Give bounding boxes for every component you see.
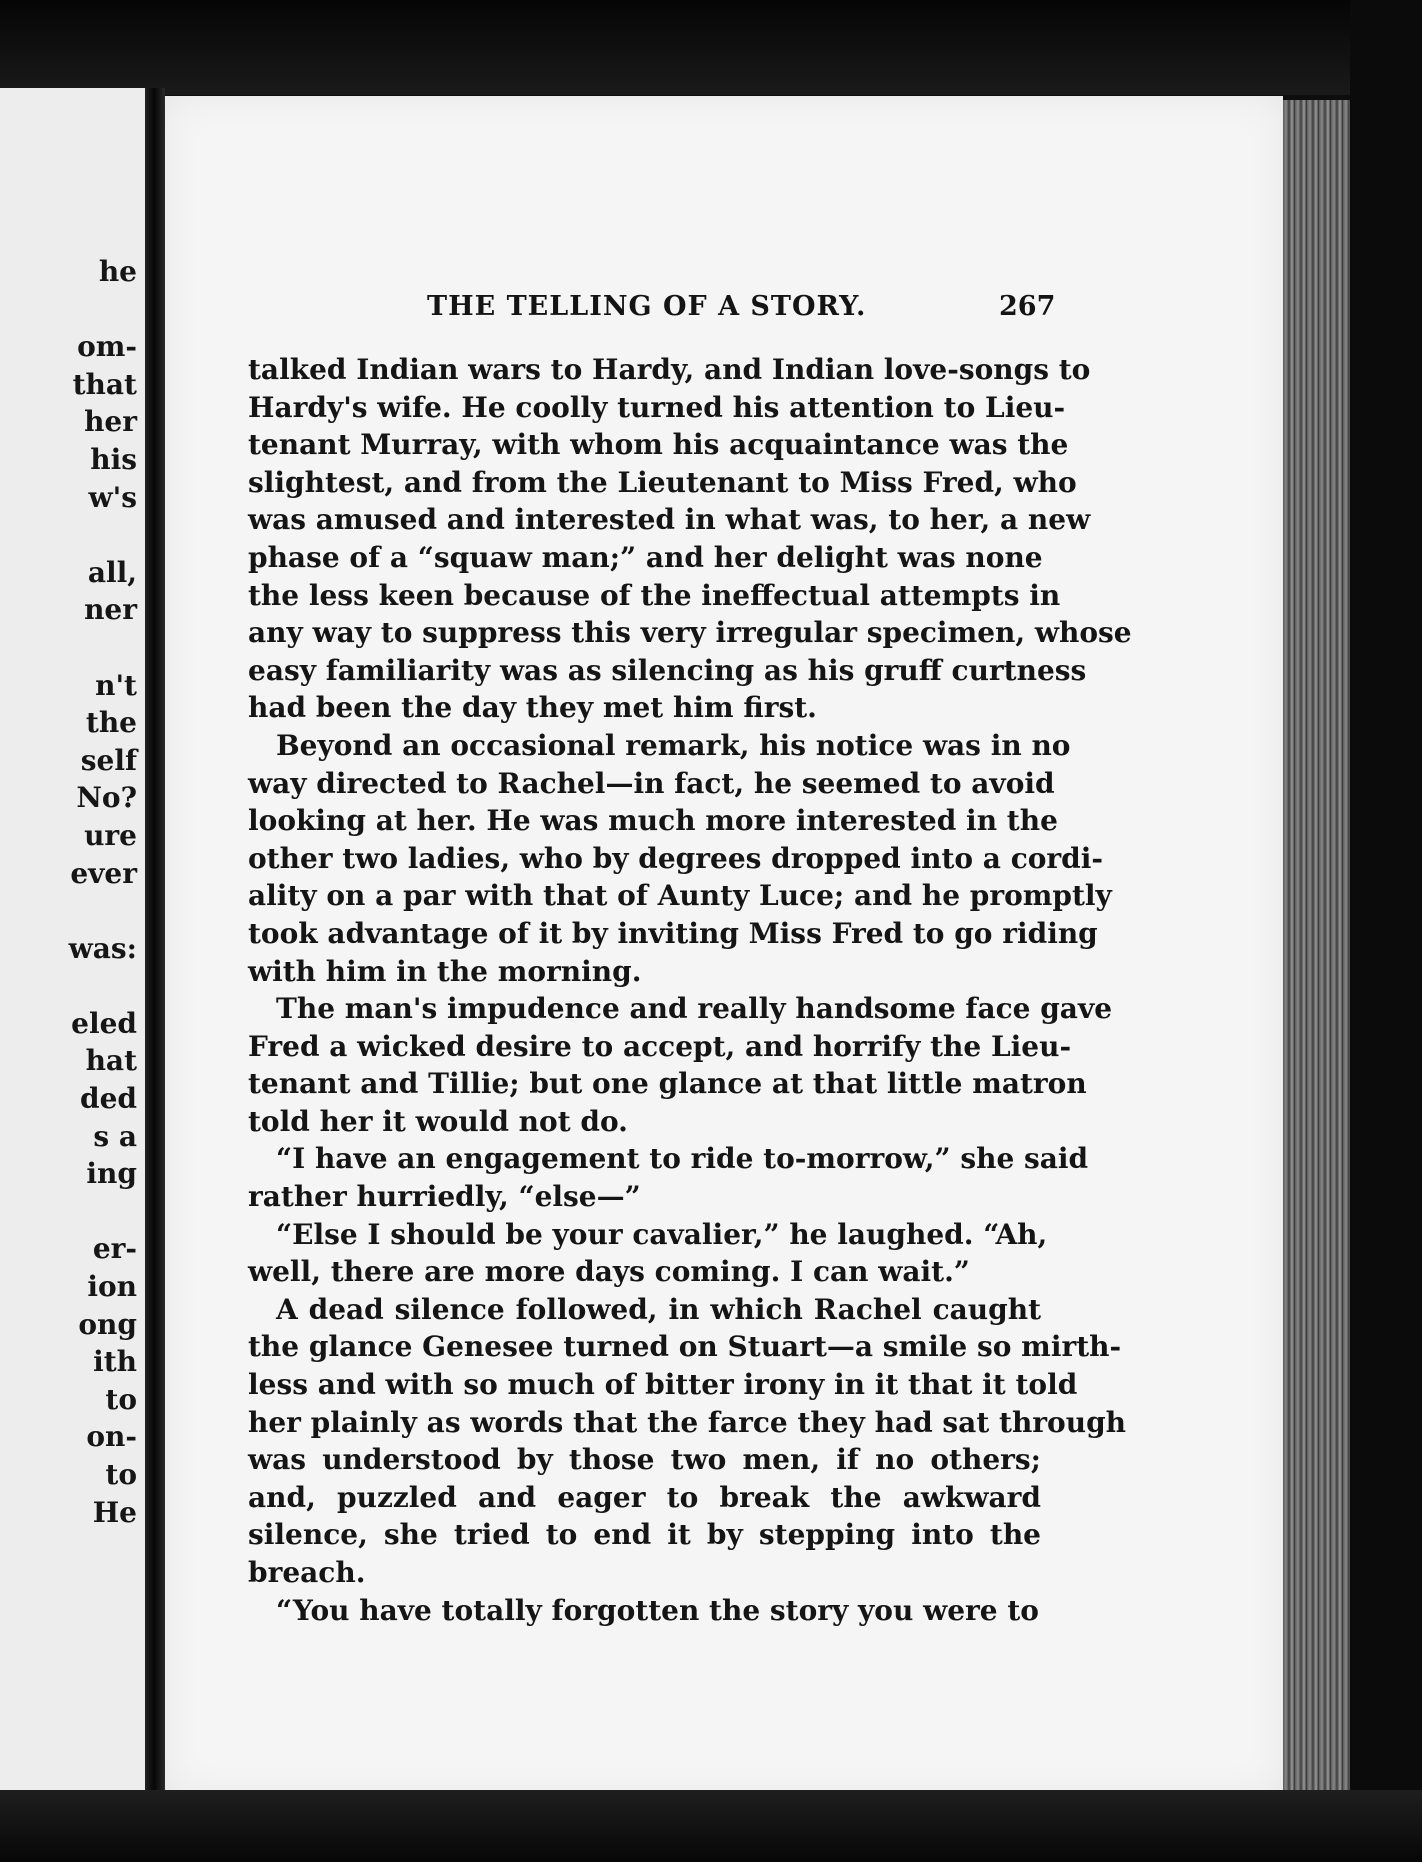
text-line: “I have an engagement to ride to-morrow,” she said [276,1142,1089,1176]
fragment-line: he [98,255,137,288]
fragment-line: ing [86,1157,137,1191]
text-line: her plainly as words that the farce they had sat through [248,1405,1127,1439]
text-line: easy familiarity was as silencing as his gruff curtness [248,653,1087,687]
text-line: phase of a “squaw man;” and her delight was none [248,540,1043,574]
text-line: tenant Murray, with whom his acquaintance was the [248,428,1069,462]
fragment-line [69,629,137,667]
fragment-line: hat [85,1044,137,1078]
book-gutter [145,88,165,1800]
fragment-line: ure [84,818,137,852]
fragment-line: his [90,442,137,476]
previous-page-fragment [0,88,145,1800]
running-head [165,291,1283,331]
text-line: well, there are more days coming. I can wait.” [248,1255,970,1289]
text-line: silence, she tried to end it by stepping into the [248,1518,1041,1552]
text-line: Beyond an occasional remark, his notice was in no [276,728,1071,762]
page-edges [1283,100,1350,1800]
text-line: talked Indian wars to Hardy, and Indian love-songs to [248,353,1091,386]
fragment-line: ion [87,1270,137,1304]
running-title: THE TELLING OF A STORY. [427,291,867,322]
text-line: The man's impudence and really handsome face gave [276,992,1113,1026]
text-line: was understood by those two men, if no others; [248,1443,1041,1477]
text-line: “You have totally forgotten the story you were to [276,1593,1039,1627]
fragment-line [69,291,137,329]
text-line: was amused and interested in what was, to her, a new [248,503,1091,537]
text-line: rather hurriedly, “else—” [248,1180,641,1214]
fragment-line [69,892,137,930]
scan-border-top [0,0,1422,95]
fragment-line [69,516,137,554]
fragment-line: om- [77,330,137,364]
text-line: and, puzzled and eager to break the awkward [248,1480,1041,1514]
text-line: less and with so much of bitter irony in it that it told [248,1368,1078,1402]
fragment-line: He [92,1495,137,1529]
text-line: ality on a par with that of Aunty Luce; and he promptly [248,879,1112,913]
fragment-line: No? [76,781,137,815]
fragment-line: ith [93,1345,137,1379]
fragment-line: the [85,706,137,740]
fragment-line: her [84,405,137,439]
fragment-line: eled [71,1006,137,1040]
fragment-line: all, [87,555,137,589]
text-line: took advantage of it by inviting Miss Fred to go riding [248,916,1098,950]
text-line: A dead silence followed, in which Rachel caught [276,1292,1041,1326]
fragment-line: ded [80,1082,137,1116]
previous-page-text [69,253,137,1531]
scan-border-right [1350,0,1422,1862]
text-line: had been the day they met him first. [248,691,817,725]
fragment-line: on- [86,1420,137,1454]
fragment-line: s a [93,1119,137,1153]
body-text [248,351,1132,1629]
fragment-line: er- [92,1232,137,1266]
fragment-line: n't [95,668,137,702]
book-page [165,96,1283,1796]
fragment-line: ever [70,856,137,890]
fragment-line: was: [68,931,137,965]
text-line: tenant and Tillie; but one glance at that little matron [248,1067,1087,1101]
scan-border-bottom [0,1790,1422,1862]
fragment-line: ner [84,593,137,627]
text-line: any way to suppress this very irregular specimen, whose [248,616,1132,650]
text-line: the less keen because of the ineffectual attempts in [248,578,1061,612]
text-line: Hardy's wife. He coolly turned his attention to Lieu- [248,390,1066,424]
fragment-line [69,967,137,1005]
fragment-line: ong [78,1307,137,1341]
text-line: Fred a wicked desire to accept, and horrify the Lieu- [248,1029,1072,1063]
text-line: told her it would not do. [248,1104,628,1138]
fragment-line: w's [88,480,137,514]
text-line: “Else I should be your cavalier,” he laughed. “Ah, [276,1217,1048,1251]
text-line: the glance Genesee turned on Stuart—a smile so mirth- [248,1330,1122,1364]
text-line: with him in the morning. [248,954,642,988]
text-line: other two ladies, who by degrees dropped into a cordi- [248,841,1104,875]
fragment-line: that [72,367,137,401]
page-number: 267 [999,291,1056,322]
fragment-line: self [80,743,137,777]
fragment-line: to [105,1458,137,1491]
fragment-line [69,1193,137,1231]
text-line: looking at her. He was much more interested in the [248,804,1058,838]
text-line: way directed to Rachel—in fact, he seemed to avoid [248,766,1055,800]
fragment-line: to [105,1382,137,1416]
text-line: slightest, and from the Lieutenant to Miss Fred, who [248,465,1077,499]
text-line: breach. [248,1556,366,1589]
